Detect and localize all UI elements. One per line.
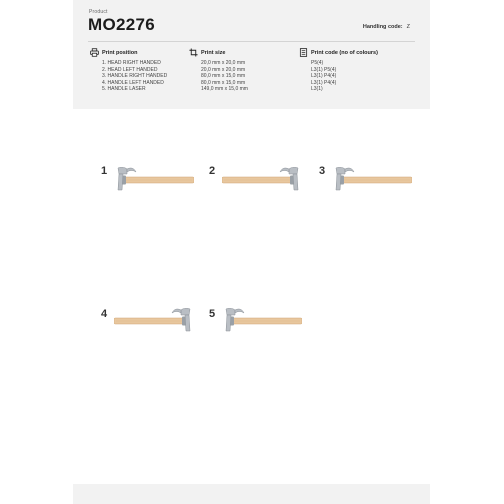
- print-code-heading: [299, 48, 378, 57]
- document-icon: [299, 48, 308, 57]
- print-position-number-5: 5: [209, 308, 216, 320]
- handling-code-label: Handling code:: [362, 24, 403, 30]
- size-row-1: 20,0 mm x 20,0 mm: [201, 60, 246, 66]
- print-position-number-1: 1: [101, 165, 108, 177]
- print-position-number-4: 4: [101, 308, 108, 320]
- header-divider: [88, 41, 415, 42]
- code-row-2: L3(1) P5(4): [311, 66, 337, 73]
- print-code-column: [299, 48, 378, 93]
- print-size-column: [189, 48, 248, 93]
- print-position-heading: [90, 48, 167, 57]
- print-positions-panel: [73, 109, 430, 466]
- printer-icon: [90, 48, 99, 57]
- print-position-list: [90, 60, 167, 93]
- code-row-1: P5(4): [311, 60, 324, 66]
- product-label: Product: [89, 9, 108, 15]
- size-row-5: 149,0 mm x 15,0 mm: [201, 86, 248, 92]
- product-header: [73, 0, 430, 109]
- product-code: MO2276: [88, 15, 156, 34]
- size-row-2: 20,0 mm x 20,0 mm: [201, 66, 246, 73]
- code-row-5: L3(1): [311, 86, 323, 92]
- print-code-title: Print code (no of colours): [311, 49, 378, 56]
- hammer-icon: [332, 166, 412, 192]
- position-row-5: 5. HANDLE LASER: [102, 86, 146, 92]
- print-size-list: [189, 60, 248, 93]
- position-row-1: 1. HEAD RIGHT HANDED: [102, 60, 161, 66]
- handling-code: [363, 24, 410, 30]
- hammer-icon: [222, 166, 302, 192]
- hammer-icon: [114, 166, 194, 192]
- page-footer: [73, 484, 430, 504]
- position-row-4: 4. HANDLE LEFT HANDED: [102, 79, 164, 86]
- print-position-number-3: 3: [319, 165, 326, 177]
- position-row-2: 2. HEAD LEFT HANDED: [102, 66, 158, 73]
- print-code-list: [299, 60, 378, 93]
- print-position-column: [90, 48, 167, 93]
- size-row-4: 80,0 mm x 15,0 mm: [201, 79, 246, 86]
- position-row-3: 3. HANDLE RIGHT HANDED: [102, 73, 168, 79]
- code-row-4: L3(1) P4(4): [311, 79, 337, 86]
- print-size-title: Print size: [201, 49, 226, 56]
- print-position-number-2: 2: [209, 165, 216, 177]
- hammer-icon: [222, 307, 302, 333]
- size-row-3: 80,0 mm x 15,0 mm: [201, 73, 246, 79]
- code-row-3: L3(1) P4(4): [311, 73, 337, 79]
- hammer-icon: [114, 307, 194, 333]
- crop-icon: [189, 48, 198, 57]
- print-size-heading: [189, 48, 248, 57]
- print-position-title: Print position: [102, 49, 138, 56]
- handling-code-value: Z: [406, 24, 410, 30]
